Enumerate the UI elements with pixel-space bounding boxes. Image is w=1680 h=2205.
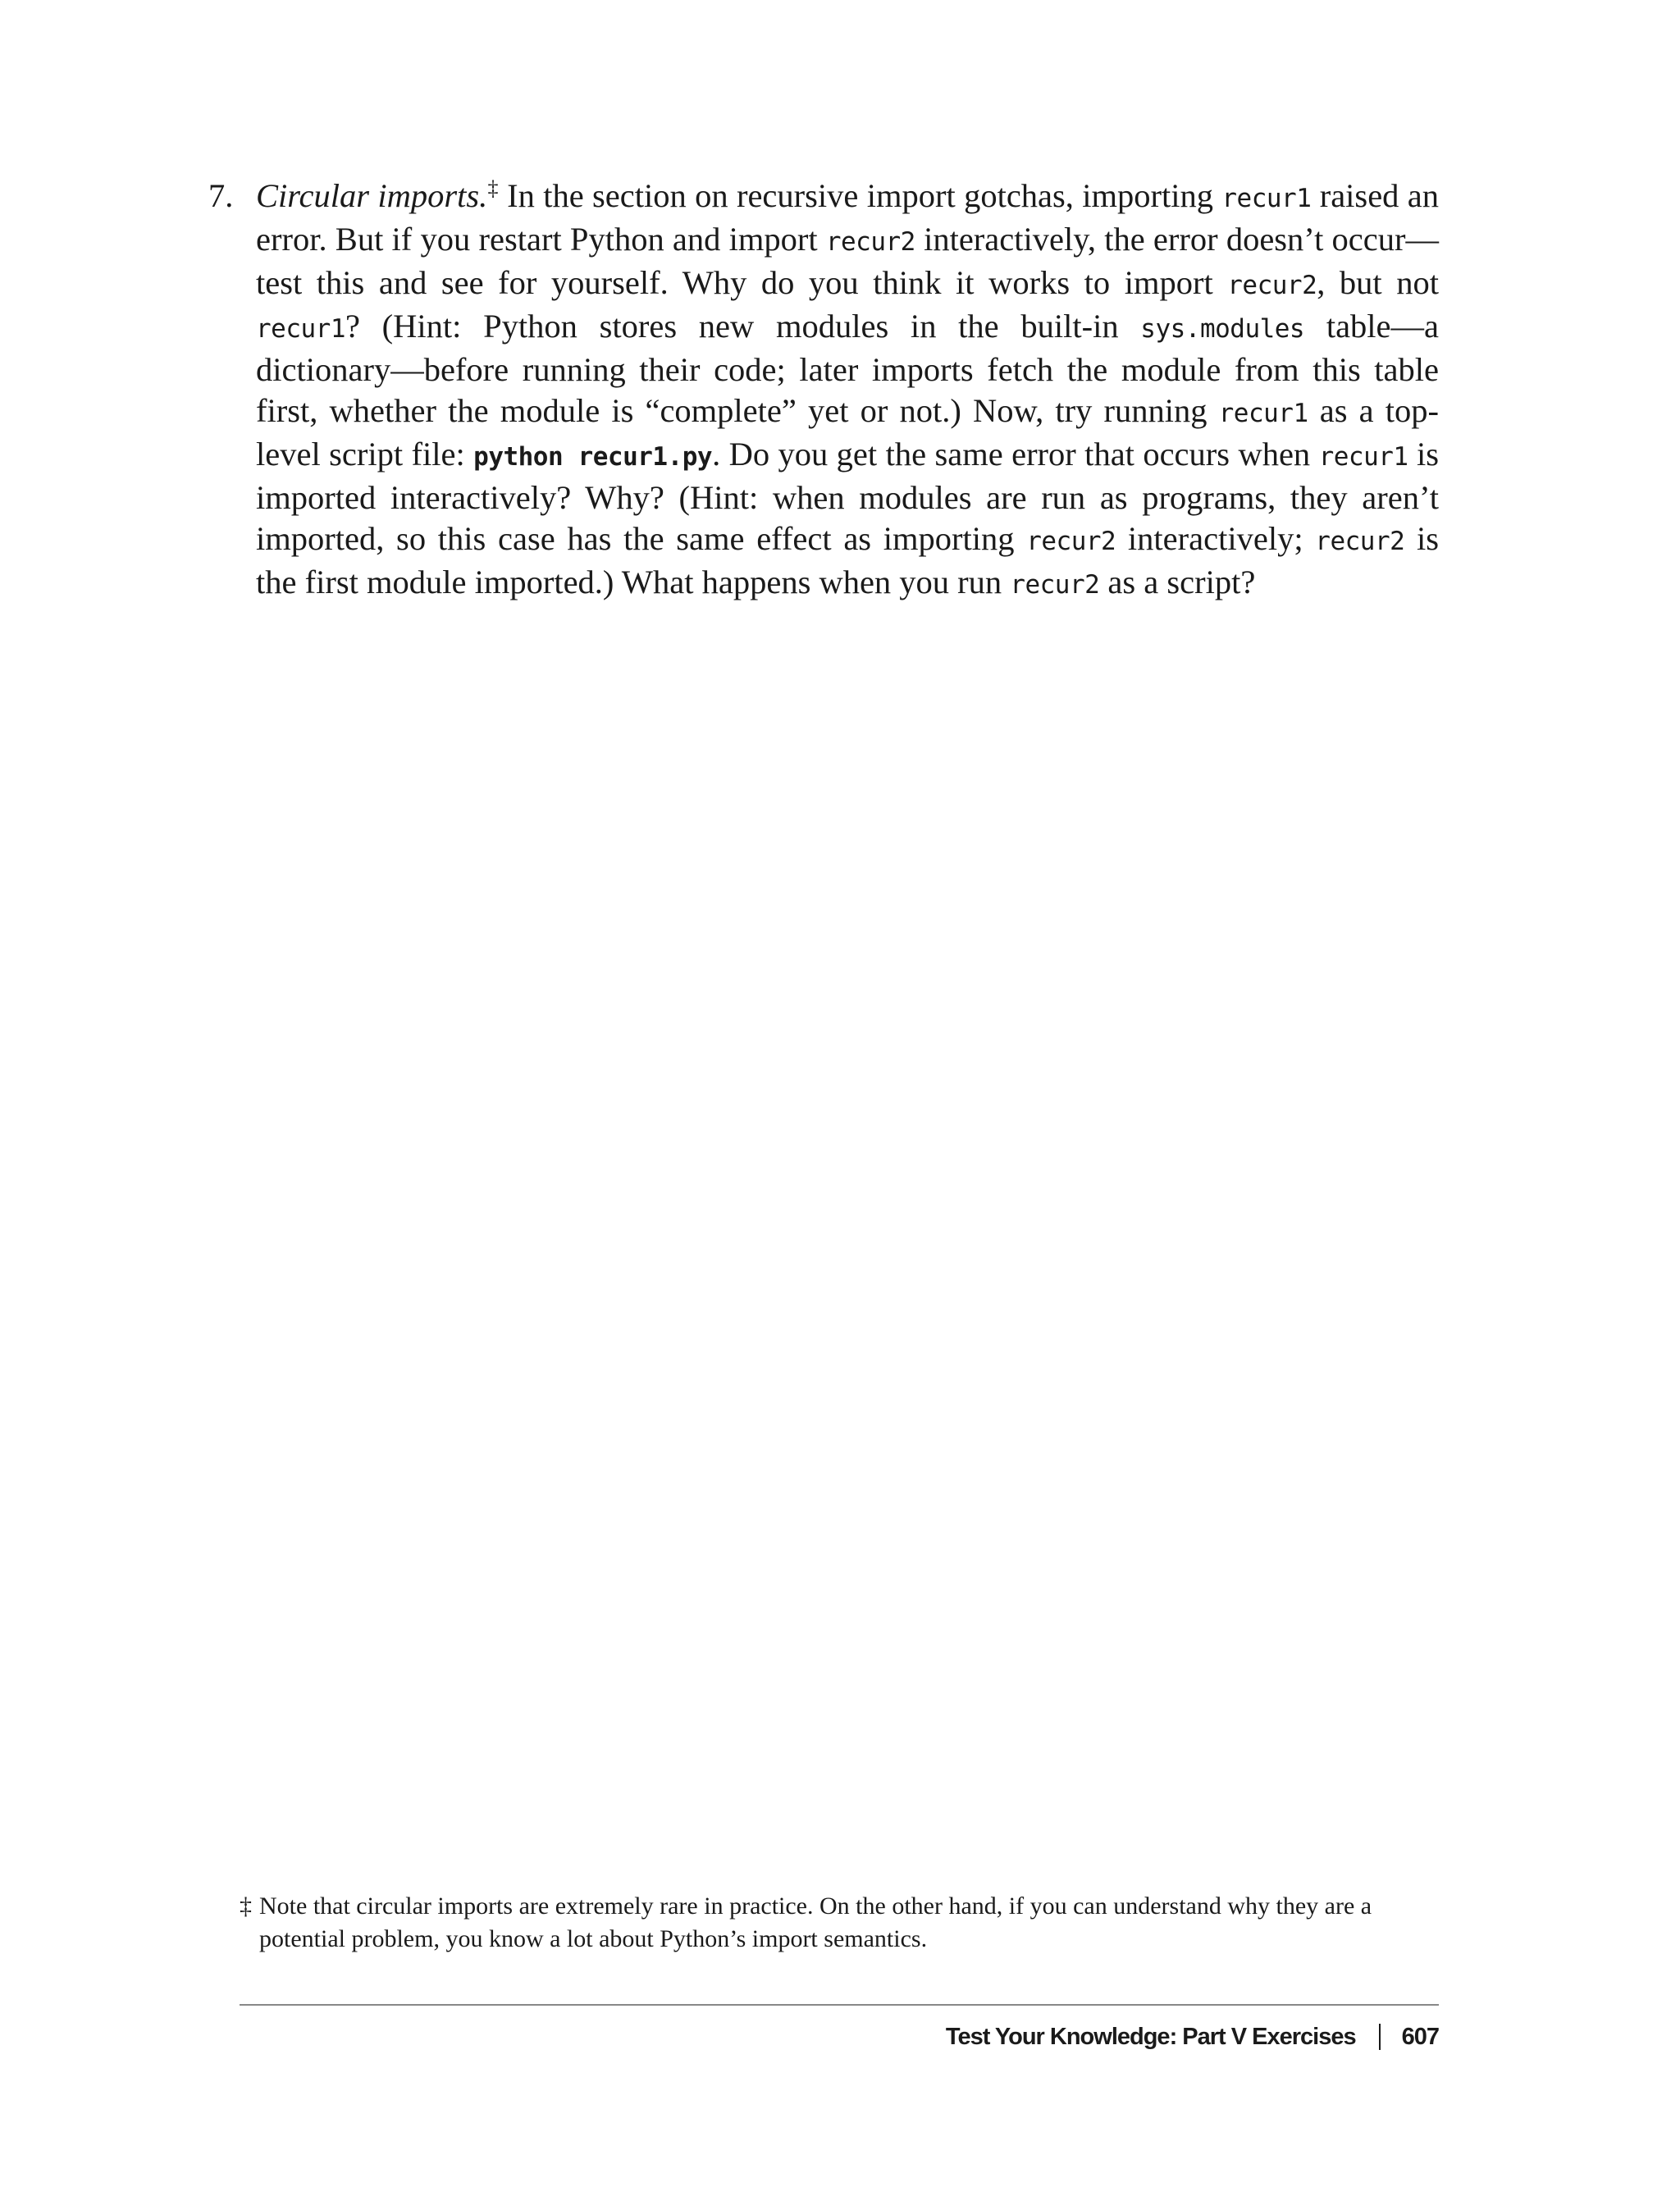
- code-recur2: recur2: [1227, 271, 1317, 300]
- code-recur1: recur1: [1218, 399, 1308, 428]
- footnote: [240, 1890, 1439, 1956]
- body-text: interactively;: [1116, 520, 1316, 557]
- exercise-7: [208, 176, 1440, 605]
- code-recur1: recur1: [1221, 184, 1312, 213]
- code-recur2: recur2: [1315, 527, 1405, 556]
- code-recur2: recur2: [1026, 527, 1116, 556]
- exercise-title: Circular imports.: [256, 177, 488, 214]
- body-text: , but not: [1317, 264, 1439, 301]
- body-text: ? (Hint: Python stores new modules in the built-in: [345, 308, 1141, 345]
- body-text: as a top-level script file:: [256, 392, 1439, 472]
- code-recur2: recur2: [1010, 570, 1100, 600]
- code-recur2: recur2: [825, 227, 915, 257]
- running-footer-title: Test Your Knowledge: Part V Exercises: [945, 2023, 1356, 2050]
- body-text: interactively, the error doesn’t occur—test this and see for yourself. Why do you think it works to import: [256, 221, 1439, 301]
- footnote-marker: ‡: [240, 1892, 252, 1920]
- code-sys-modules: sys.modules: [1140, 314, 1305, 344]
- body-text: as a script?: [1099, 564, 1256, 600]
- body-text: is imported interactively? Why? (Hint: when modules are run as programs, they aren’t imported, so this case has the same effect as importing: [256, 436, 1440, 557]
- exercise-number: 7.: [208, 177, 234, 214]
- footnote-text: Note that circular imports are extremely rare in practice. On the other hand, if you can understand why they are a potential problem, you know a lot about Python’s import semantics.: [259, 1892, 1372, 1952]
- body-text: is the first module imported.) What happens when you run: [256, 520, 1440, 600]
- page-footer: [946, 2020, 1439, 2053]
- body-text: table—a dictionary—before running their code; later imports fetch the module from this table first, whether the module is “complete” yet or not.) Now, try running: [256, 308, 1440, 429]
- exercise-body: [256, 176, 1439, 605]
- command-python-recur1: python recur1.py: [473, 442, 713, 472]
- code-recur1: recur1: [1318, 442, 1408, 472]
- footnote-reference: ‡: [487, 176, 499, 200]
- code-recur1: recur1: [256, 314, 345, 344]
- body-text: raised an error. But if you restart Python and import: [256, 177, 1439, 258]
- footer-divider: [240, 2004, 1439, 2006]
- page-number: 607: [1401, 2023, 1439, 2050]
- body-text: In the section on recursive import gotchas, importing: [498, 177, 1222, 214]
- body-text: . Do you get the same error that occurs when: [712, 436, 1319, 472]
- footer-separator: [1379, 2024, 1381, 2050]
